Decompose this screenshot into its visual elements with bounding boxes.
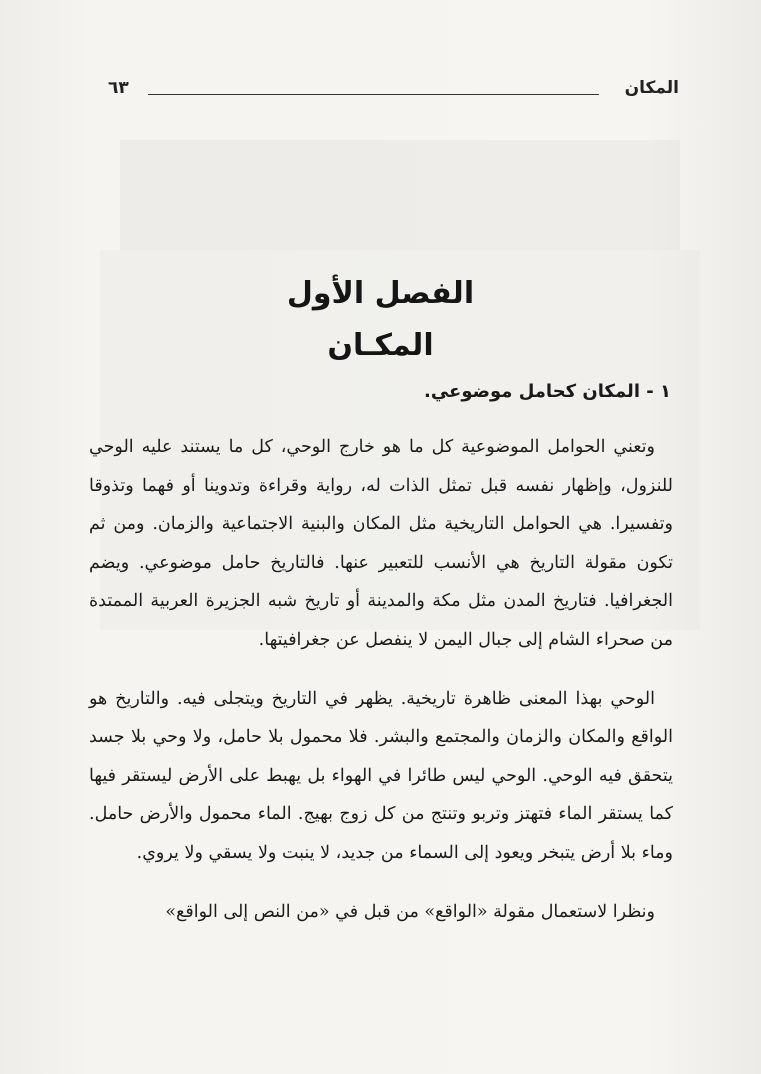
paragraph: الوحي بهذا المعنى ظاهرة تاريخية. يظهر في التاريخ ويتجلى فيه. والتاريخ هو الواقع والمكان والزمان والمجتمع والبشر. فلا محمول بلا حامل، ولا وحي بلا جسد يتحقق فيه الوحي. الوحي ليس طائرا في الهواء بل يهبط على الأرض ليستقر فيها كما يستقر الماء فتهتز وتربو وتنتج من كل زوج بهيج. الماء محمول والأرض حامل. وماء بلا أرض يتبخر ويعود إلى السماء من جديد، لا ينبت ولا يسقي ولا يروي. [89,688,673,863]
section-title: ١ - المكان كحامل موضوعي. [424,381,671,402]
chapter-subheading: المكـان [327,328,434,363]
show-through-text [120,140,680,250]
chapter-title-block [0,268,761,372]
header-rule [148,94,599,95]
paragraph: ونظرا لاستعمال مقولة «الواقع» من قبل في «من النص إلى الواقع» [165,901,655,922]
running-header [108,78,679,108]
paragraph: وتعني الحوامل الموضوعية كل ما هو خارج الوحي، كل ما يستند عليه الوحي للنزول، وإظهار نفسه قبل تمثل الذات له، رواية وقراءة وتدوينا أو فهما وتذوقا وتفسيرا. هي الحوامل التاريخية مثل المكان والبنية الاجتماعية والزمان. ومن ثم تكون مقولة التاريخ هي الأنسب للتعبير عنها. فالتاريخ حامل موضوعي. ويضم الجغرافيا. فتاريخ المدن مثل مكة والمدينة أو تاريخ شبه الجزيرة العربية الممتدة من صحراء الشام إلى جبال اليمن لا ينفصل عن جغرافيتها. [89,437,673,650]
page-number: ٦٣ [108,78,129,98]
chapter-heading: الفصل الأول [286,276,475,311]
body-text [89,428,673,931]
running-title: المكان [624,78,679,98]
